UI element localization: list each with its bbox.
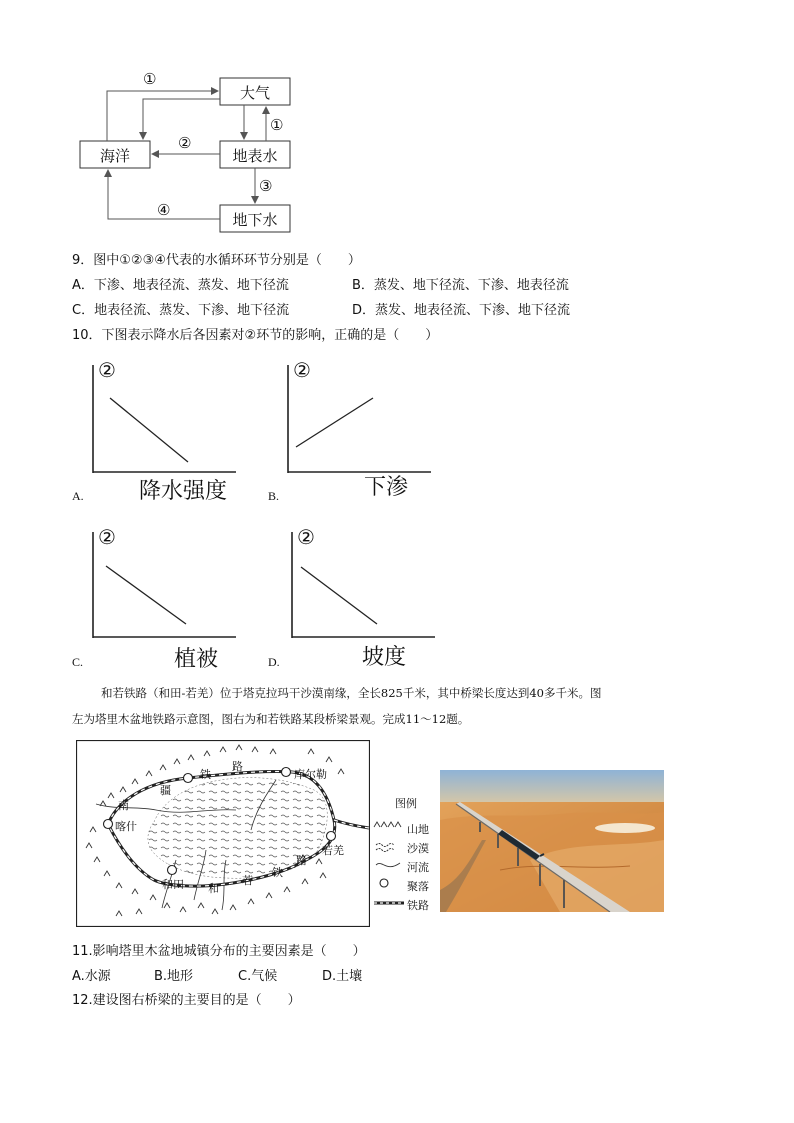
graph-b-trend-line: [296, 398, 373, 447]
graph-c-letter: C.: [72, 655, 84, 669]
graph-b-letter: B.: [268, 489, 280, 503]
q9-option-c: C．地表径流、蒸发、下渗、地下径流: [72, 303, 290, 318]
graph-c-trend-line: [106, 566, 186, 624]
legend-mountain-icon: [374, 822, 401, 827]
q12-stem: 12.建设图右桥梁的主要目的是（ ）: [72, 993, 301, 1008]
arrow-atmosphere-to-ocean: [143, 99, 220, 139]
legend-symbols: [372, 815, 406, 915]
map-label-ruo: 若: [242, 874, 253, 887]
map-label-tie2: 铁: [272, 866, 283, 879]
cycle-label-2: ②: [178, 134, 192, 152]
graph-d-letter: D.: [268, 655, 280, 669]
graph-d-ylabel: ②: [297, 525, 315, 549]
graph-a-xlabel: 降水强度: [139, 479, 228, 504]
map-label-hotan: 和田: [162, 878, 184, 891]
legend-railway-label: 铁路: [407, 899, 429, 912]
map-label-kashgar: 喀什: [115, 820, 137, 833]
graph-d-trend-line: [301, 567, 377, 624]
ocean-label: 海洋: [99, 147, 130, 165]
q10-stem: 10．下图表示降水后各因素对②环节的影响，正确的是（ ）: [72, 328, 439, 343]
legend-title: 图例: [395, 797, 417, 810]
graph-a-letter: A.: [72, 489, 84, 503]
map-label-nan: 南: [118, 799, 129, 812]
surface-water-label: 地表水: [232, 147, 278, 165]
map-label-korla: 库尔勒: [294, 768, 327, 781]
groundwater-label: 地下水: [232, 211, 278, 229]
cycle-label-1-top: ①: [143, 70, 157, 88]
q11-stem: 11.影响塔里木盆地城镇分布的主要因素是（ ）: [72, 944, 366, 959]
passage-line-1: 和若铁路（和田-若羌）位于塔克拉玛干沙漠南缘，全长825千米，其中桥梁长度达到40多千米。图: [101, 686, 602, 700]
map-label-he: 和: [208, 882, 219, 895]
graph-a-trend-line: [110, 398, 188, 462]
q9-option-d: D．蒸发、地表径流、下渗、地下径流: [352, 303, 571, 318]
railway-bridge-photo: [440, 770, 664, 912]
q9-option-b: B．蒸发、地下径流、下渗、地表径流: [352, 278, 569, 293]
map-label-tie1: 铁: [200, 768, 211, 781]
graph-a-ylabel: ②: [98, 358, 116, 382]
q11-option-a: A.水源: [72, 969, 111, 984]
legend-mountain-label: 山地: [407, 823, 429, 836]
passage-line-2: 左为塔里木盆地铁路示意图，图右为和若铁路某段桥梁景观。完成11～12题。: [72, 712, 470, 726]
bridge-scene: [440, 770, 664, 912]
graph-c-xlabel: 植被: [174, 647, 219, 672]
legend-river-icon: [376, 863, 400, 867]
legend-settlement-icon: [380, 879, 388, 887]
map-label-jiang: 疆: [160, 784, 171, 797]
map-label-lu1: 路: [232, 760, 243, 773]
q9-stem: 9．图中①②③④代表的水循环环节分别是（ ）: [72, 253, 361, 268]
cycle-label-4: ④: [157, 201, 171, 219]
map-label-lu2: 路: [296, 854, 307, 867]
legend-desert-label: 沙漠: [407, 842, 429, 855]
cycle-label-1-right: ①: [270, 116, 284, 134]
map-label-ruoqiang: 若羌: [322, 844, 344, 857]
legend-settlement-label: 聚落: [407, 880, 429, 893]
legend-river-label: 河流: [407, 861, 429, 874]
atmosphere-label: 大气: [239, 84, 270, 102]
graph-c-ylabel: ②: [98, 525, 116, 549]
cycle-label-3: ③: [259, 177, 273, 195]
q11-option-b: B.地形: [154, 969, 194, 984]
q11-option-c: C.气候: [238, 969, 278, 984]
graph-b-xlabel: 下渗: [364, 475, 409, 500]
graph-b-ylabel: ②: [293, 358, 311, 382]
q9-option-a: A．下渗、地表径流、蒸发、地下径流: [72, 278, 289, 293]
q11-option-d: D.土壤: [322, 969, 363, 984]
legend-desert-icon: [376, 844, 394, 852]
graph-d-xlabel: 坡度: [362, 645, 407, 670]
